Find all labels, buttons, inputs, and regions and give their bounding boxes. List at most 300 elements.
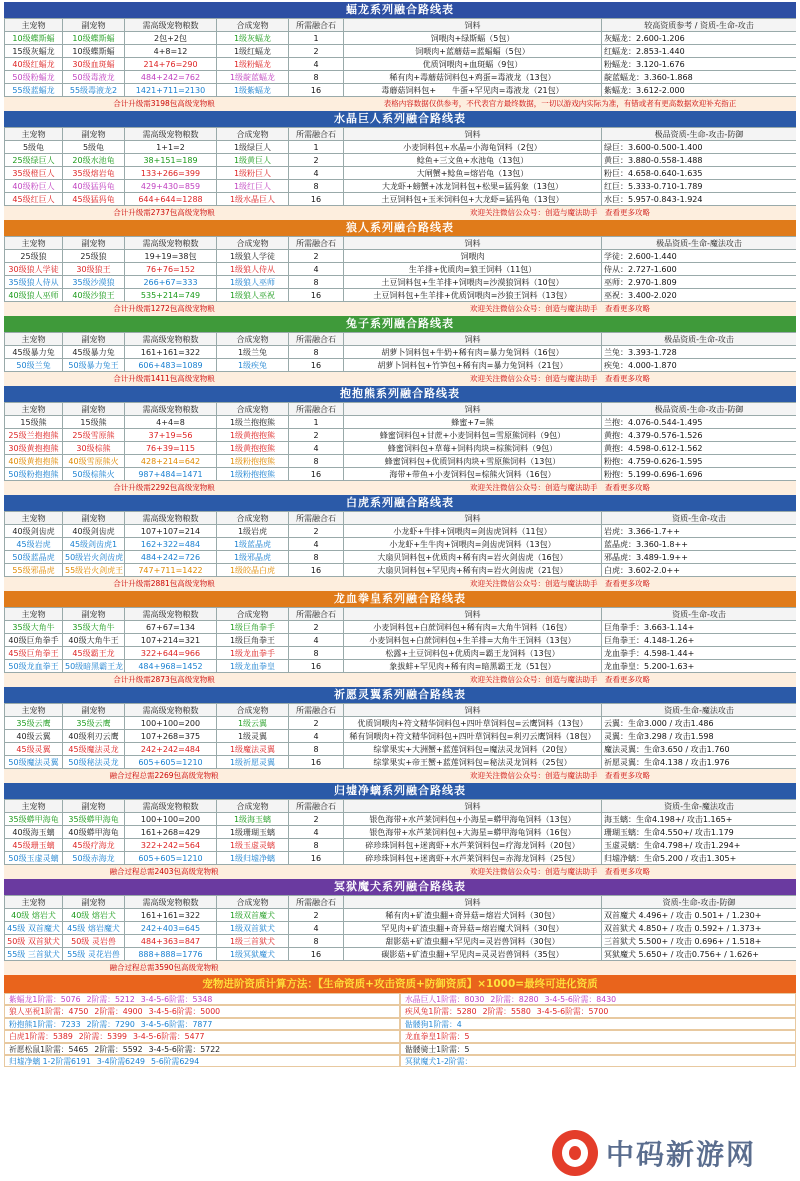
table-cell: 50级 双首狱犬 [5,935,63,948]
column-header: 副宠物 [63,704,125,717]
table-row [5,922,797,935]
table-cell: 8 [289,276,344,289]
table-cell: 35级沙漠狼 [63,276,125,289]
table-cell: 粉蝠龙：3.120-1.676 [602,58,797,71]
series-table [4,18,796,97]
table-cell: 50级暴力兔王 [63,359,125,372]
table-row [5,525,797,538]
table-cell: 40级黄抱抱熊 [5,455,63,468]
table-cell: 605+605=1210 [125,852,217,865]
total-feed-note: 合计升级需2881包高级宠物粮 [113,579,215,588]
table-cell: 1级黄抱抱熊 [217,429,289,442]
table-cell: 小龙虾+生牛肉+饲喂肉=剑齿虎饲料（13包） [344,538,602,551]
table-cell: 双首魔犬 4.496+ / 攻击 0.501+ / 1.230+ [602,909,797,922]
formula-value: 3-4-5-6阶需：5700 [536,1007,609,1017]
formula-value: 骷髅骑士1阶需：5 [405,1044,470,1054]
table-cell: 428+214=642 [125,455,217,468]
column-header: 极品资质-生命-魔法攻击 [602,237,797,250]
column-header: 合成宠物 [217,128,289,141]
table-cell: 三首狱犬 5.500+ / 攻击 0.696+ / 1.518+ [602,935,797,948]
table-cell: 水巨：5.957-0.843-1.924 [602,193,797,206]
table-cell: 1 [289,32,344,45]
series-section [4,783,796,879]
table-cell: 稀有饲喂肉+符文精华饲料包+四叶草饲料包=利刃云鹰饲料（18包） [344,730,602,743]
table-cell: 归墟净螭：生命5.200 / 攻击1.305+ [602,852,797,865]
column-header: 主宠物 [5,128,63,141]
footer-note: 欢迎关注微信公众号：创造与魔法助手 查看更多攻略 [470,208,650,217]
column-header: 需高级宠物粮数 [125,237,217,250]
table-cell: 1级三首狱犬 [217,935,289,948]
column-header: 所需融合石 [289,704,344,717]
column-header: 需高级宠物粮数 [125,128,217,141]
table-header-row [5,512,797,525]
formula-cell [4,1005,400,1017]
table-cell: 5级龟 [5,141,63,154]
column-header: 合成宠物 [217,704,289,717]
table-cell: 40级猛犸龟 [63,180,125,193]
column-header: 所需融合石 [289,512,344,525]
column-header: 需高级宠物粮数 [125,704,217,717]
table-header-row [5,896,797,909]
series-footer [4,206,796,220]
table-cell: 107+107=214 [125,525,217,538]
table-cell: 50级粉蝠龙 [5,71,63,84]
total-feed-note: 融合过程总需3590包高级宠物粮 [109,963,219,972]
column-header: 副宠物 [63,608,125,621]
table-cell: 1级靛蓝蝠龙 [217,71,289,84]
table-cell: 8 [289,346,344,359]
series-title: 归墟净螭系列融合路线表 [4,783,796,799]
table-cell: 19+19=38包 [125,250,217,263]
table-row [5,71,797,84]
column-header: 饲料 [344,19,602,32]
series-footer [4,302,796,316]
table-cell: 55级蓝蝠龙 [5,84,63,97]
series-section [4,495,796,591]
table-cell: 综掌果实+帝王蟹+蓝莲饲料包=秘法灵龙饲料（25包） [344,756,602,769]
table-row [5,839,797,852]
table-cell: 16 [289,948,344,961]
column-header: 较高资质参考 / 资质-生命-攻击 [602,19,797,32]
table-cell: 45级珊玉螭 [5,839,63,852]
footer-note [324,961,796,975]
table-cell: 碎珍珠饲料包+迷离虾+水芦莱饲料包=赤海龙饲料（25包） [344,852,602,865]
formula-value: 2阶需：7290 [86,1019,135,1029]
table-cell: 玉虚灵螭：生命4.798+/ 攻击1.294+ [602,839,797,852]
table-cell: 747+711=1422 [125,564,217,577]
table-cell: 1级云翼 [217,717,289,730]
table-header-row [5,608,797,621]
table-cell: 45级剑齿虎1 [63,538,125,551]
table-cell: 紫蝠龙：3.612-2.000 [602,84,797,97]
table-cell: 242+403=645 [125,922,217,935]
table-cell: 644+644=1288 [125,193,217,206]
table-cell: 107+268=375 [125,730,217,743]
table-row [5,84,797,97]
table-cell: 37+19=56 [125,429,217,442]
table-cell: 1421+711=2130 [125,84,217,97]
table-cell: 35级熔岩龟 [63,167,125,180]
table-cell: 兰兔：3.393-1.728 [602,346,797,359]
table-cell: 50级魔法灵翼 [5,756,63,769]
series-footer [4,97,796,111]
table-cell: 45级魔法灵龙 [63,743,125,756]
series-title: 水晶巨人系列融合路线表 [4,111,796,127]
table-cell: 50级蓝晶虎 [5,551,63,564]
formula-value: 粉抱熊1阶需：7233 [9,1019,81,1029]
column-header: 合成宠物 [217,608,289,621]
series-table [4,332,796,372]
formula-cell [400,993,796,1005]
table-row [5,826,797,839]
table-row [5,455,797,468]
total-feed-note: 融合过程总需2403包高级宠物粮 [109,867,219,876]
table-cell: 银色海带+水芦莱饲料包+大海星=蟒甲海龟饲料（16包） [344,826,602,839]
column-header: 副宠物 [63,333,125,346]
table-cell: 邪晶虎：3.489-1.9++ [602,551,797,564]
table-cell: 巫师：2.970-1.809 [602,276,797,289]
table-cell: 8 [289,743,344,756]
table-cell: 1级双首狱犬 [217,922,289,935]
table-cell: 蜂蜜+7=熊 [344,416,602,429]
table-cell: 大扇贝饲料包+罕见肉+稀有肉=岩火剑齿虎（21包） [344,564,602,577]
footer-note: 表格内容数据仅供参考，不代表官方最终数据，一切以游戏内实际为准，有错或者有更高数据欢迎补充指正 [383,99,737,108]
table-cell: 8 [289,455,344,468]
table-cell: 50级暗黑霸王龙 [63,660,125,673]
table-cell: 岩虎：3.366-1.7++ [602,525,797,538]
table-row [5,359,797,372]
footer-note: 欢迎关注微信公众号：创造与魔法助手 查看更多攻略 [470,483,650,492]
table-cell: 45级疗海龙 [63,839,125,852]
series-table [4,703,796,769]
formula-value: 龙血拳皇1阶需：5 [405,1032,470,1042]
table-cell: 2 [289,525,344,538]
column-header: 饲料 [344,333,602,346]
formula-value: 3-4阶需6249 [96,1056,146,1066]
table-cell: 484+968=1452 [125,660,217,673]
table-cell: 8 [289,935,344,948]
table-row [5,852,797,865]
formula-cell [4,1055,400,1067]
table-cell: 松露+土豆饲料包+优质肉=霸王龙饲料（13包） [344,647,602,660]
total-feed-note: 合计升级需1272包高级宠物粮 [113,304,215,313]
table-cell: 45级 熔岩魔犬 [63,922,125,935]
formula-cell [400,1043,796,1055]
table-cell: 4 [289,538,344,551]
formula-value: 冥狱魔犬1-2阶需： [405,1056,473,1066]
series-title: 兔子系列融合路线表 [4,316,796,332]
table-cell: 1级狼人侍从 [217,263,289,276]
column-header: 合成宠物 [217,333,289,346]
table-cell: 4 [289,922,344,935]
table-cell: 2 [289,717,344,730]
table-cell: 鲶鱼+三文鱼+水池龟（13包） [344,154,602,167]
table-cell: 55级 灵花岩兽 [63,948,125,961]
table-cell: 1级龙血拳手 [217,647,289,660]
column-header: 需高级宠物粮数 [125,608,217,621]
table-row [5,660,797,673]
column-header: 合成宠物 [217,403,289,416]
table-cell: 55级 三首狱犬 [5,948,63,961]
table-cell: 16 [289,193,344,206]
table-cell: 1级粉巨人 [217,167,289,180]
table-cell: 1级魔法灵翼 [217,743,289,756]
table-cell: 银色海带+水芦莱饲料包+小海星=蟒甲海龟饲料（13包） [344,813,602,826]
formula-cell [400,1030,796,1042]
table-cell: 1级绿巨人 [217,141,289,154]
table-cell: 25级狼 [63,250,125,263]
table-row [5,634,797,647]
column-header: 副宠物 [63,19,125,32]
table-cell: 兰抱：4.076-0.544-1.495 [602,416,797,429]
table-cell: 红巨：5.333-0.710-1.789 [602,180,797,193]
table-cell: 50级粉抱抱熊 [5,468,63,481]
total-feed-note: 合计升级需3198包高级宠物粮 [113,99,215,108]
table-cell: 40级剑齿虎 [5,525,63,538]
table-cell: 罕见肉+矿渣虫翻+奇异菇=熔岩魔犬饲料（30包） [344,922,602,935]
formula-value: 水晶巨人1阶需：8030 [405,995,485,1004]
series-section [4,879,796,975]
table-cell: 1级归墟净螭 [217,852,289,865]
table-cell: 55级毒液龙2 [63,84,125,97]
table-cell: 10级蝶斯蝠 [63,32,125,45]
column-header: 资质-生命-魔法攻击 [602,800,797,813]
table-cell: 45级霸王龙 [63,647,125,660]
column-header: 副宠物 [63,128,125,141]
table-cell: 35级大角牛 [5,621,63,634]
table-cell: 灵翼：生命3.298 / 攻击1.598 [602,730,797,743]
table-cell: 535+214=749 [125,289,217,302]
table-cell: 巫祝：3.400-2.020 [602,289,797,302]
column-header: 主宠物 [5,608,63,621]
formula-value: 3-4-5-6阶需：5348 [140,995,213,1004]
table-cell: 8 [289,71,344,84]
table-cell: 25级绿巨人 [5,154,63,167]
table-cell: 1级灰蝠龙 [217,32,289,45]
table-row [5,564,797,577]
table-cell: 象拔蚌+罕见肉+稀有肉=暗黑霸王龙（51包） [344,660,602,673]
column-header: 主宠物 [5,800,63,813]
column-header: 饲料 [344,704,602,717]
table-cell: 小麦饲料包+水晶=小海龟饲料（2包） [344,141,602,154]
table-cell: 1级龙血拳皇 [217,660,289,673]
table-header-row [5,333,797,346]
formula-cell [4,1030,400,1042]
table-cell: 45级暴力兔 [5,346,63,359]
footer-note: 欢迎关注微信公众号：创造与魔法助手 查看更多攻略 [470,374,650,383]
table-cell: 2 [289,250,344,263]
table-row [5,429,797,442]
table-row [5,948,797,961]
table-cell: 1级珊瑚玉螭 [217,826,289,839]
table-cell: 214+76=290 [125,58,217,71]
formula-value: 3-4-5-6阶需：8430 [544,995,617,1004]
table-cell: 16 [289,852,344,865]
column-header: 主宠物 [5,512,63,525]
table-cell: 1级皎晶白虎 [217,564,289,577]
table-cell: 40级巨角拳手 [5,634,63,647]
table-cell: 987+484=1471 [125,468,217,481]
table-cell: 16 [289,289,344,302]
table-cell: 大扇贝饲料包+优质肉+稀有肉=岩火剑齿虎（16包） [344,551,602,564]
series-title: 祈愿灵翼系列融合路线表 [4,687,796,703]
table-cell: 45级 双首魔犬 [5,922,63,935]
table-cell: 生羊排+优质肉=狼王饲料（11包） [344,263,602,276]
table-cell: 黄抱：4.598-0.612-1.562 [602,442,797,455]
table-header-row [5,19,797,32]
table-cell: 50级龙血拳王 [5,660,63,673]
column-header: 饲料 [344,608,602,621]
table-row [5,717,797,730]
table-row [5,193,797,206]
table-cell: 40级云翼 [5,730,63,743]
table-cell: 1级粉抱抱熊 [217,468,289,481]
table-cell: 1级兰抱抱熊 [217,416,289,429]
table-cell: 16 [289,660,344,673]
table-cell: 50级玉虚灵螭 [5,852,63,865]
series-footer [4,865,796,879]
formula-value: 2阶需：5212 [86,995,135,1004]
table-cell: 8 [289,647,344,660]
table-cell: 2 [289,154,344,167]
table-cell: 土豆饲料包+生羊排+饲喂肉=沙漠狼饲料（10包） [344,276,602,289]
column-header: 需高级宠物粮数 [125,512,217,525]
table-cell: 35级狼人侍从 [5,276,63,289]
table-cell: 35级云鹰 [5,717,63,730]
formula-cell [400,1055,796,1067]
table-cell: 25级兰抱抱熊 [5,429,63,442]
table-cell: 小麦饲料包+白蔗饲料包+稀有肉=大角牛饲料（16包） [344,621,602,634]
table-cell: 小麦饲料包+白蔗饲料包+生羊排=大角牛王饲料（13包） [344,634,602,647]
column-header: 主宠物 [5,19,63,32]
table-cell: 606+483=1089 [125,359,217,372]
table-cell: 30级狼人学徒 [5,263,63,276]
table-header-row [5,800,797,813]
table-cell: 2 [289,621,344,634]
table-cell: 1级狼人巫师 [217,276,289,289]
total-feed-note: 合计升级需2737包高级宠物粮 [113,208,215,217]
table-cell: 50级棕熊火 [63,468,125,481]
table-cell: 40级粉巨人 [5,180,63,193]
total-feed-note: 合计升级需2873包高级宠物粮 [113,675,215,684]
series-table [4,127,796,206]
table-cell: 蜂蜜饲料包+优质饲料肉块+雪原熊饲料（13包） [344,455,602,468]
table-cell: 40级大角牛王 [63,634,125,647]
table-row [5,468,797,481]
table-row [5,45,797,58]
series-title: 抱抱熊系列融合路线表 [4,386,796,402]
table-cell: 100+100=200 [125,717,217,730]
watermark-logo-icon [552,1130,598,1176]
formula-value: 2阶需：8280 [490,995,539,1004]
column-header: 极品资质-生命-攻击-防御 [602,403,797,416]
formula-value: 3-4-5-6阶需：5722 [148,1044,221,1054]
formula-value: 归墟净螭 1-2阶需6191 [9,1056,91,1066]
table-cell: 40级雪原熊火 [63,455,125,468]
formula-cell [4,993,400,1005]
column-header: 饲料 [344,403,602,416]
table-cell: 2 [289,813,344,826]
table-cell: 1级蓝晶虎 [217,538,289,551]
column-header: 资质-生命-攻击-防御 [602,896,797,909]
column-header: 所需融合石 [289,128,344,141]
table-cell: 白虎：3.602-2.0++ [602,564,797,577]
column-header: 需高级宠物粮数 [125,333,217,346]
column-header: 饲料 [344,896,602,909]
column-header: 需高级宠物粮数 [125,800,217,813]
table-cell: 毒蘑菇饲料包+ 牛蛋+罕见肉=毒液龙（21包） [344,84,602,97]
series-table [4,236,796,302]
series-table [4,402,796,481]
table-cell: 4 [289,826,344,839]
table-row [5,743,797,756]
table-cell: 76+76=152 [125,263,217,276]
table-cell: 40级海玉螭 [5,826,63,839]
series-footer [4,673,796,687]
table-cell: 粉抱：4.759-0.626-1.595 [602,455,797,468]
table-cell: 4 [289,442,344,455]
series-table [4,511,796,577]
table-row [5,32,797,45]
series-section [4,2,796,111]
table-cell: 40级蟒甲海龟 [63,826,125,839]
table-row [5,621,797,634]
series-title: 白虎系列融合路线表 [4,495,796,511]
table-cell: 45级灵翼 [5,743,63,756]
column-header: 合成宠物 [217,19,289,32]
table-cell: 25级雪原熊 [63,429,125,442]
table-cell: 1级岩虎 [217,525,289,538]
table-cell: 50级 灵岩兽 [63,935,125,948]
table-cell: 40级沙狼王 [63,289,125,302]
column-header: 副宠物 [63,800,125,813]
table-cell: 海玉螭：生命4.198+/ 攻击1.165+ [602,813,797,826]
column-header: 所需融合石 [289,896,344,909]
table-cell: 侍从：2.727-1.600 [602,263,797,276]
table-cell: 稀有肉+矿渣虫翻+奇异菇=熔岩犬饲料（30包） [344,909,602,922]
table-cell: 1级黄巨人 [217,154,289,167]
series-table [4,607,796,673]
column-header: 所需融合石 [289,608,344,621]
table-cell: 综掌果实+大洲蟹+蓝莲饲料包=魔法灵龙饲料（20包） [344,743,602,756]
table-cell: 2 [289,909,344,922]
total-feed-note: 融合过程总需2269包高级宠物粮 [109,771,219,780]
table-cell: 162+322=484 [125,538,217,551]
table-cell: 10级蝶斯蝠 [63,45,125,58]
table-cell: 8 [289,180,344,193]
table-row [5,141,797,154]
table-cell: 35级云鹰 [63,717,125,730]
table-row [5,154,797,167]
formula-value: 2阶需：5592 [94,1044,143,1054]
table-cell: 45级巨角拳王 [5,647,63,660]
table-cell: 1级玉虚灵螭 [217,839,289,852]
table-cell: 灰蝠龙：2.600-1.206 [602,32,797,45]
table-cell: 1级兰兔 [217,346,289,359]
column-header: 副宠物 [63,403,125,416]
column-header: 需高级宠物粮数 [125,19,217,32]
table-cell: 疾兔：4.000-1.870 [602,359,797,372]
formula-value: 3-4-5-6阶需：5477 [133,1032,205,1042]
column-header: 饲料 [344,128,602,141]
table-cell: 25级狼 [5,250,63,263]
table-header-row [5,704,797,717]
series-title: 狼人系列融合路线表 [4,220,796,236]
watermark-text: 中码新游网 [606,1138,757,1171]
table-cell: 8 [289,551,344,564]
table-cell: 45级红巨人 [5,193,63,206]
column-header: 副宠物 [63,512,125,525]
